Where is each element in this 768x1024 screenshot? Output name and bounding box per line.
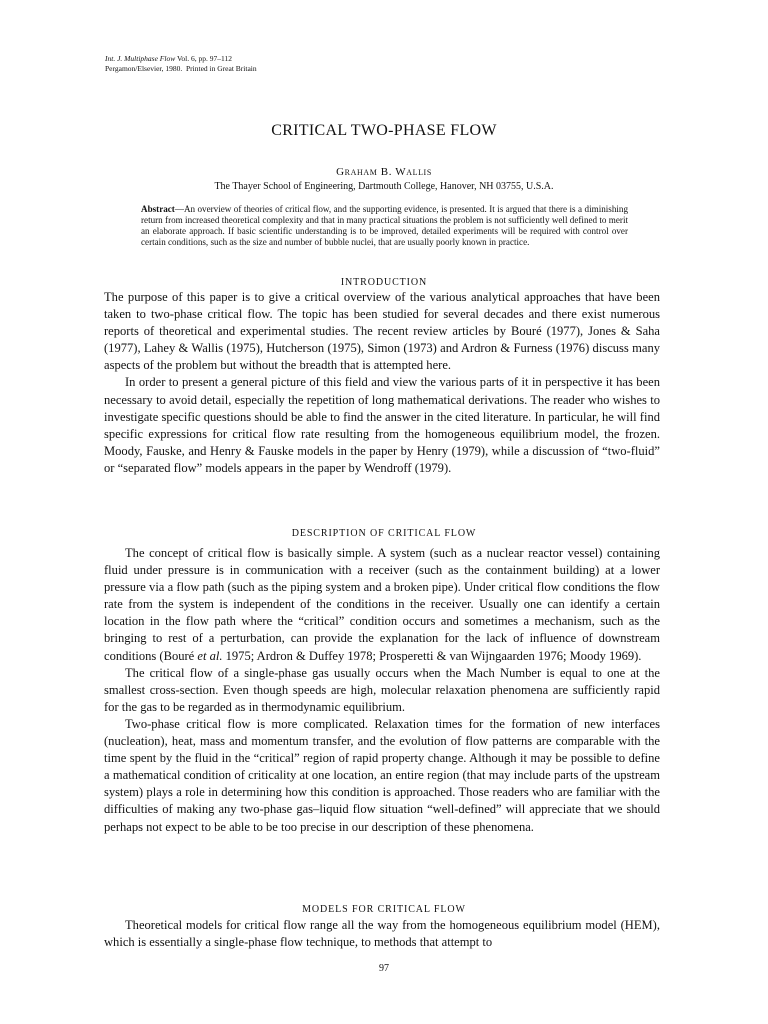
page-number: 97 [379, 963, 389, 974]
journal-citation [105, 54, 257, 74]
description-paragraph-3: Two-phase critical flow is more complicated. Relaxation times for the formation of new interfaces (nucleation), heat, mass and momentum transfer, and the evolution of flow patterns are comparable with the time spent by the fluid in the “critical” region of rapid property change. Although it may be possible to define a mathematical condition of criticality at one location, an entire region (that may include parts of the upstream system) plays a role in determining how this condition is approached. Those readers who are familiar with the difficulties of making any two-phase gas–liquid flow situation “well-defined” will appreciate that we should perhaps not expect to be able to be too precise in our description of these phenomena. [104, 716, 660, 834]
description-paragraph-1-end: 1975; Ardron & Duffey 1978; Prosperetti & van Wijngaarden 1976; Moody 1969). [222, 648, 642, 663]
models-section [104, 917, 660, 951]
journal-line-1 [105, 54, 257, 64]
et-al-citation: et al. [197, 648, 223, 663]
paper-title: CRITICAL TWO-PHASE FLOW [271, 122, 497, 139]
journal-volume: Vol. 6, pp. 97–112 [176, 54, 232, 63]
journal-line-2 [105, 64, 257, 74]
author-affiliation: The Thayer School of Engineering, Dartmouth College, Hanover, NH 03755, U.S.A. [214, 181, 554, 192]
journal-printed: Printed in Great Britain [186, 64, 257, 73]
introduction-paragraph-2: In order to present a general picture of this field and view the various parts of it in perspective it has been necessary to avoid detail, especially the repetition of long mathematical derivations. The reader who wishes to investigate specific questions should be able to find the answer in the cited literature. In particular, he will find specific expressions for critical flow rate resulting from the homogeneous equilibrium model, the frozen. Moody, Fauske, and Henry & Fauske models in the paper by Henry (1979), while a discussion of “two-fluid” or “separated flow” models appears in the paper by Wendroff (1979). [104, 375, 660, 475]
journal-publisher: Pergamon/Elsevier, 1980. [105, 64, 183, 73]
paper-author: Graham B. Wallis [336, 166, 432, 178]
models-paragraph-1: Theoretical models for critical flow range all the way from the homogeneous equilibrium model (HEM), which is essentially a single-phase flow technique, to methods that attempt to [104, 918, 660, 950]
journal-name: Int. J. Multiphase Flow [105, 54, 176, 63]
description-paragraph-1 [104, 545, 660, 665]
description-heading: DESCRIPTION OF CRITICAL FLOW [291, 528, 477, 539]
abstract-lead: Abstract [141, 204, 175, 214]
introduction-paragraph-1: The purpose of this paper is to give a critical overview of the various analytical approaches that have been taken to two-phase critical flow. The topic has been studied for several decades and there exist numerous reports of theoretical and experimental studies. The recent review articles by Bouré (1977), Jones & Saha (1977), Lahey & Wallis (1975), Hutcherson (1975), Simon (1973) and Ardron & Furness (1976) discuss many aspects of the problem but without the breadth that is attempted here. [104, 290, 660, 373]
description-paragraph-2: The critical flow of a single-phase gas usually occurs when the Mach Number is equal to one at the smallest cross-section. Even though speeds are high, molecular relaxation phenomena are sufficiently rapid for the gas to be regarded as in thermodynamic equilibrium. [104, 665, 660, 714]
description-section [104, 545, 660, 836]
introduction-heading: INTRODUCTION [340, 277, 428, 288]
description-paragraph-1-text: The concept of critical flow is basically simple. A system (such as a nuclear reactor vessel) containing fluid under pressure is in communication with a receiver (such as the containment building) at a lower pressure via a flow path (such as the piping system and a broken pipe). Under critical flow conditions the flow rate from the system is independent of the conditions in the receiver. Usually one can identify a certain location in the flow path where the “critical” condition occurs and sometimes a mechanism, such as the bringing to rest of a perturbation, can provide the explanation for the lack of influence of downstream conditions (Bouré [104, 546, 660, 663]
abstract [141, 204, 628, 248]
models-heading: MODELS FOR CRITICAL FLOW [302, 904, 466, 915]
introduction-section [104, 289, 660, 477]
abstract-text: —An overview of theories of critical flow, and the supporting evidence, is presented. It is argued that there is a diminishing return from increased theoretical complexity and that in many practical situations the problem is not sufficiently well defined to merit an elaborate approach. If basic scientific understanding is to be improved, detailed experiments will be required with control over certain conditions, such as the size and number of bubble nuclei, that are usually poorly known in practice. [141, 204, 628, 248]
